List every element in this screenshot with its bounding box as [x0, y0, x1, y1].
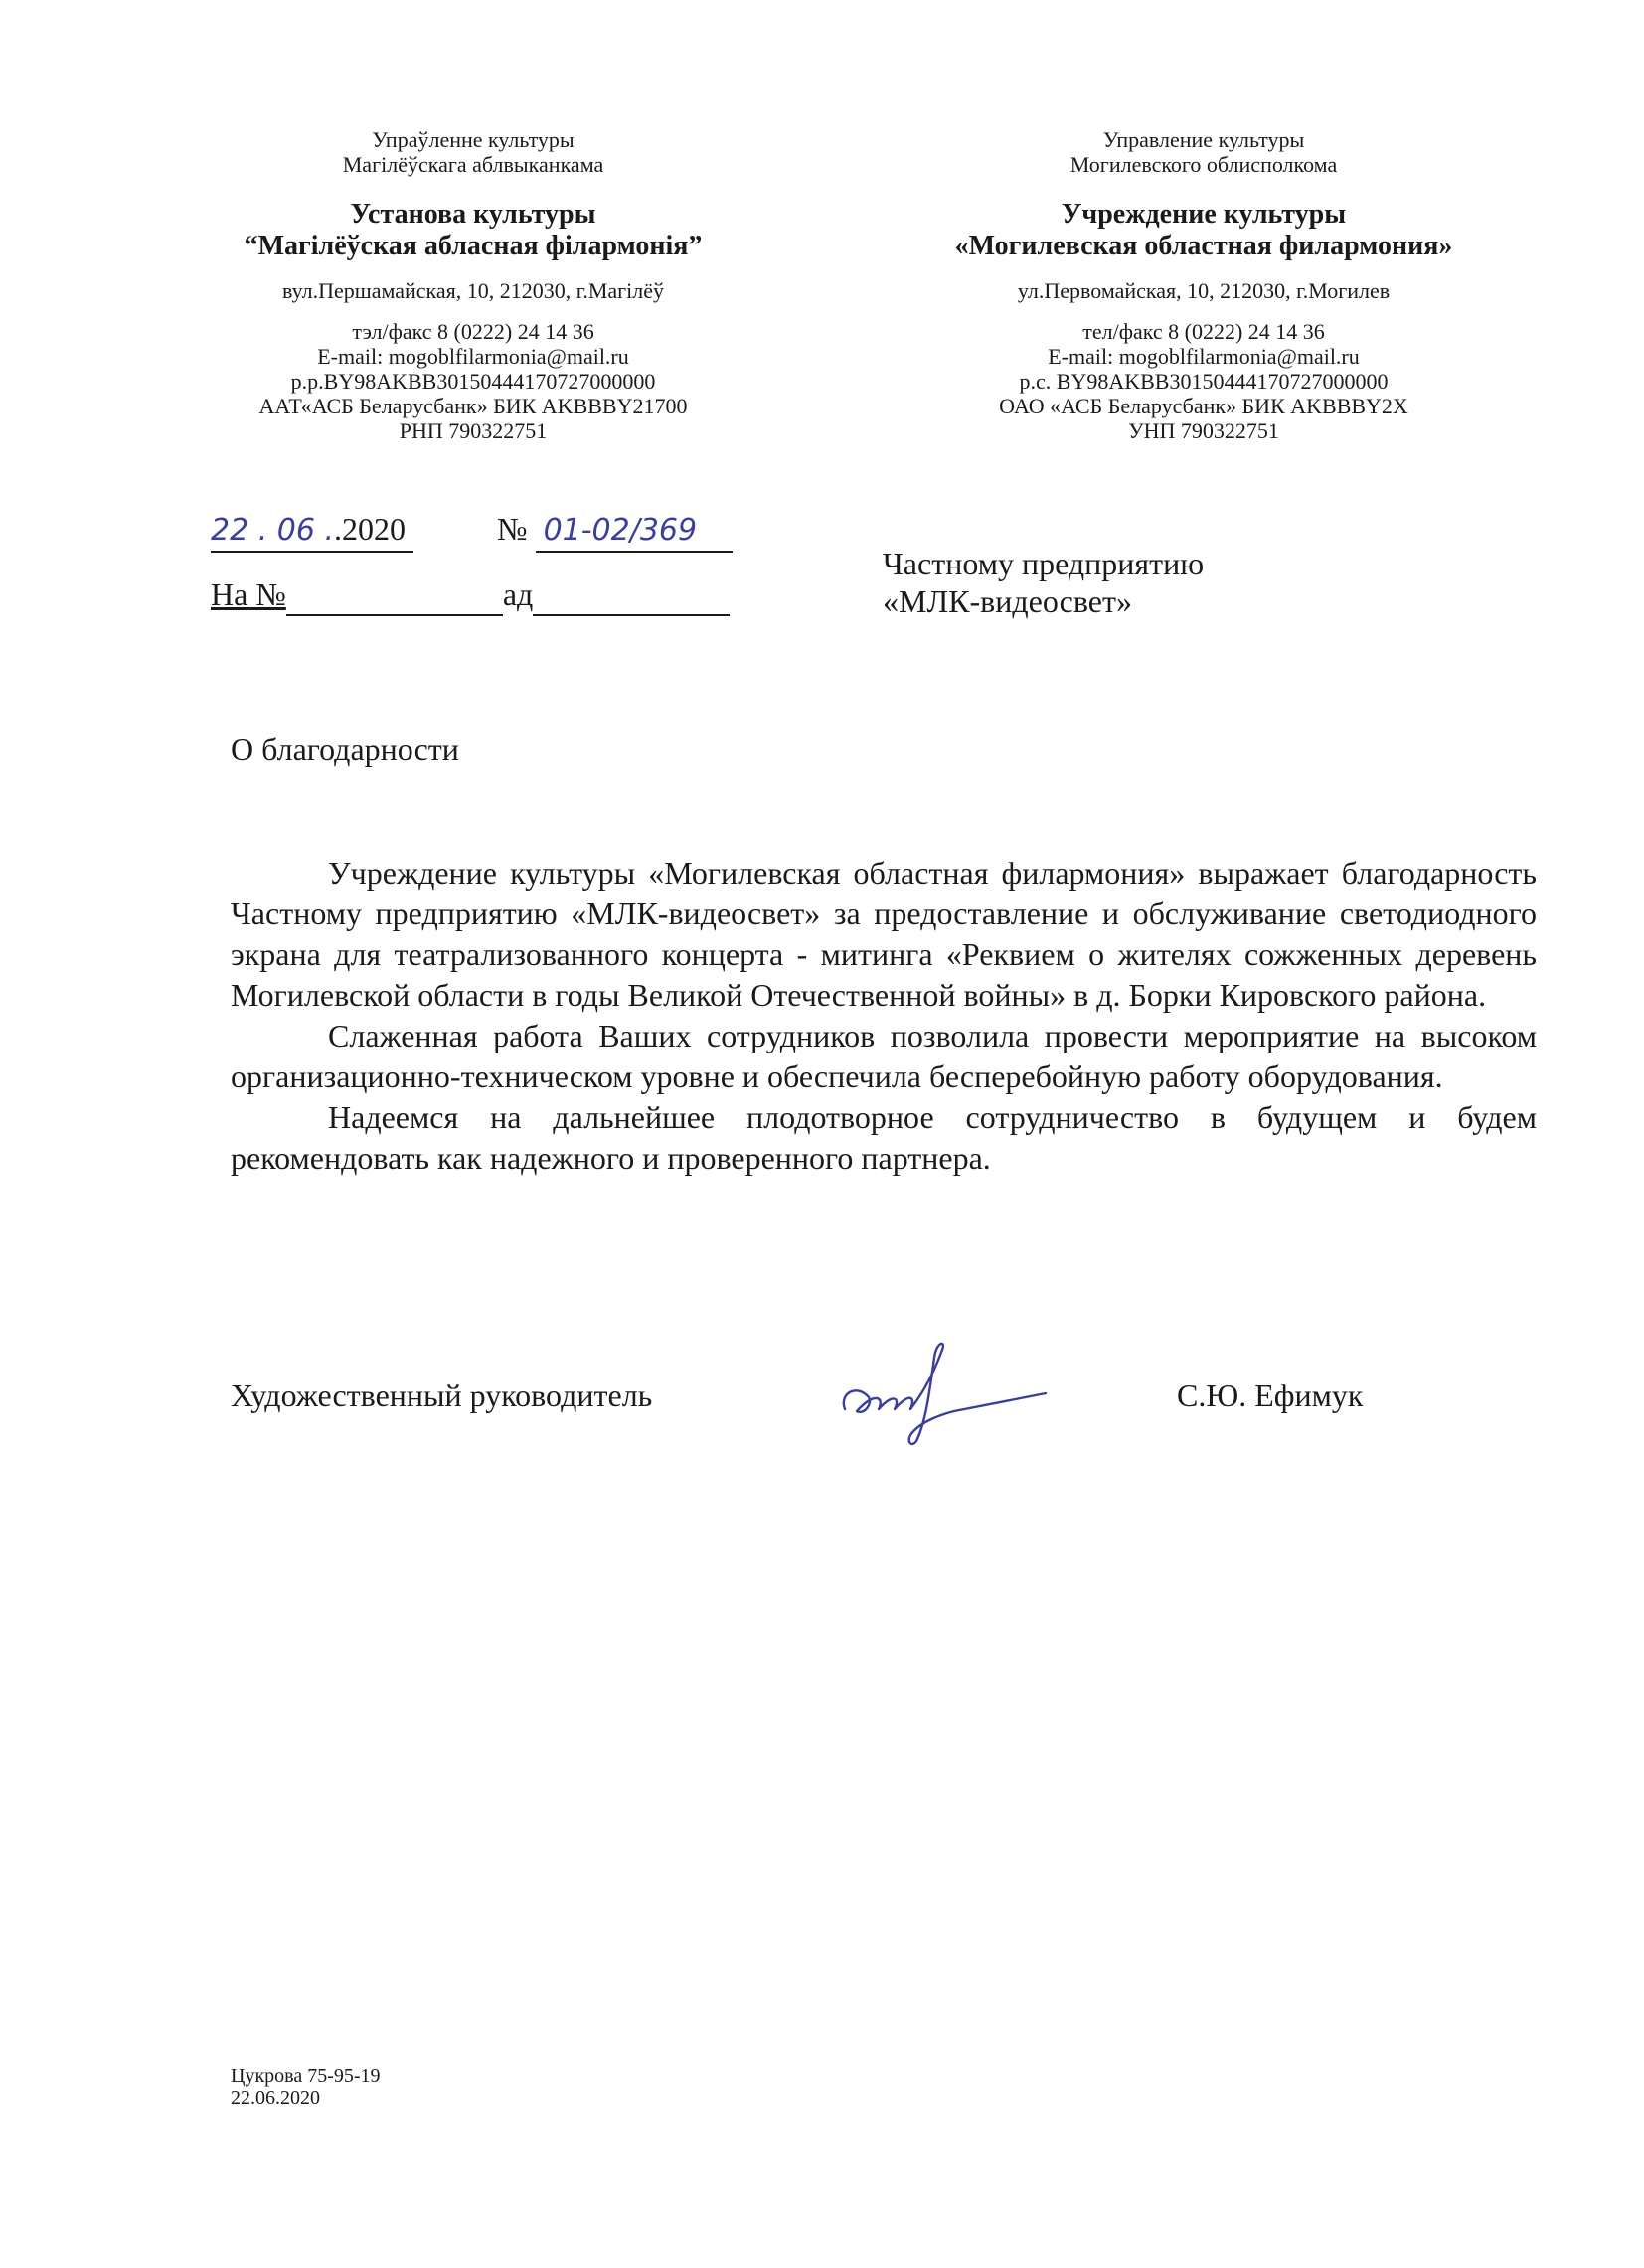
- addressee-line1: Частному предприятию: [883, 546, 1205, 581]
- letter-body: [231, 853, 1537, 1179]
- org-phone: тэл/факс 8 (0222) 24 14 36: [352, 319, 594, 344]
- signatory-name: С.Ю. Ефимук: [1177, 1377, 1364, 1413]
- reference-date-blank: [533, 574, 730, 616]
- org-account: р.р.BY98AKBB30150444170727000000: [290, 369, 656, 394]
- registration-number: [536, 509, 733, 553]
- org-tax-id: УНП 790322751: [1128, 418, 1279, 443]
- handwritten-date: 22 . 06 .: [211, 513, 335, 548]
- addressee-line2: «МЛК-видеосвет»: [883, 583, 1132, 619]
- letter-subject: О благодарности: [231, 731, 459, 767]
- org-name-line2: “Магілёўская абласная філармонія”: [244, 231, 703, 261]
- number-sign: №: [497, 511, 528, 547]
- body-paragraph-3: Надеемся на дальнейшее плодотворное сотрудничество в будущем и будем рекомендовать как надежного и проверенного партнера.: [231, 1099, 1537, 1176]
- org-bank: ОАО «АСБ Беларусбанк» БИК AKBBBY2X: [999, 394, 1408, 418]
- org-phone: тел/факс 8 (0222) 24 14 36: [1082, 319, 1325, 344]
- reference-prefix: На №: [211, 576, 286, 612]
- body-paragraph-2: Слаженная работа Ваших сотрудников позволила провести мероприятие на высоком организационно-техническом уровне и обеспечила бесперебойную работу оборудования.: [231, 1018, 1537, 1094]
- ministry-line1: Управление культуры: [1102, 127, 1305, 152]
- org-address: вул.Першамайская, 10, 212030, г.Магілёў: [281, 278, 665, 303]
- ministry-line2: Могилевского облисполкома: [1069, 152, 1338, 177]
- letterhead-russian: [910, 127, 1497, 443]
- org-name-line1: Учреждение культуры: [1061, 199, 1347, 230]
- addressee-block: [883, 545, 1204, 620]
- reference-line: [211, 574, 730, 616]
- org-account: р.с. BY98AKBB30150444170727000000: [1019, 369, 1389, 394]
- ministry-line2: Магілёўскага аблвыканкама: [342, 152, 604, 177]
- registration-date: [211, 509, 413, 553]
- letterhead-belarusian: [217, 127, 730, 443]
- body-paragraph-1: Учреждение культуры «Могилевская областная филармония» выражает благодарность Частному предприятию «МЛК-видеосвет» за предоставление и обслуживание светодиодного экрана для театрализованного концерта - митинга «Реквием о жителях сожженных деревень Могилевской области в годы Великой Отечественной войны» в д. Борки Кировского района.: [231, 855, 1537, 1013]
- executor-date: 22.06.2020: [231, 2087, 320, 2109]
- reference-mid: ад: [502, 576, 534, 612]
- executor-name-phone: Цукрова 75-95-19: [231, 2065, 381, 2087]
- ministry-line1: Упраўленне культуры: [372, 127, 575, 152]
- handwritten-number: 01-02/369: [543, 513, 698, 548]
- signatory-title: Художественный руководитель: [231, 1377, 653, 1413]
- reference-number-blank: [286, 574, 503, 616]
- registration-line: [211, 509, 733, 553]
- org-email: E-mail: mogoblfilarmonia@mail.ru: [317, 344, 629, 369]
- org-name-line2: «Могилевская областная филармония»: [954, 231, 1453, 261]
- executor-footer: [231, 2065, 381, 2109]
- org-address: ул.Первомайская, 10, 212030, г.Могилев: [1017, 278, 1391, 303]
- registration-year: .2020: [334, 511, 407, 547]
- org-tax-id: РНП 790322751: [399, 418, 548, 443]
- org-name-line1: Установа культуры: [350, 199, 596, 230]
- org-email: E-mail: mogoblfilarmonia@mail.ru: [1048, 344, 1360, 369]
- handwritten-signature: [835, 1332, 1054, 1451]
- org-bank: ААТ«АСБ Беларусбанк» БИК AKBBBY21700: [258, 394, 688, 418]
